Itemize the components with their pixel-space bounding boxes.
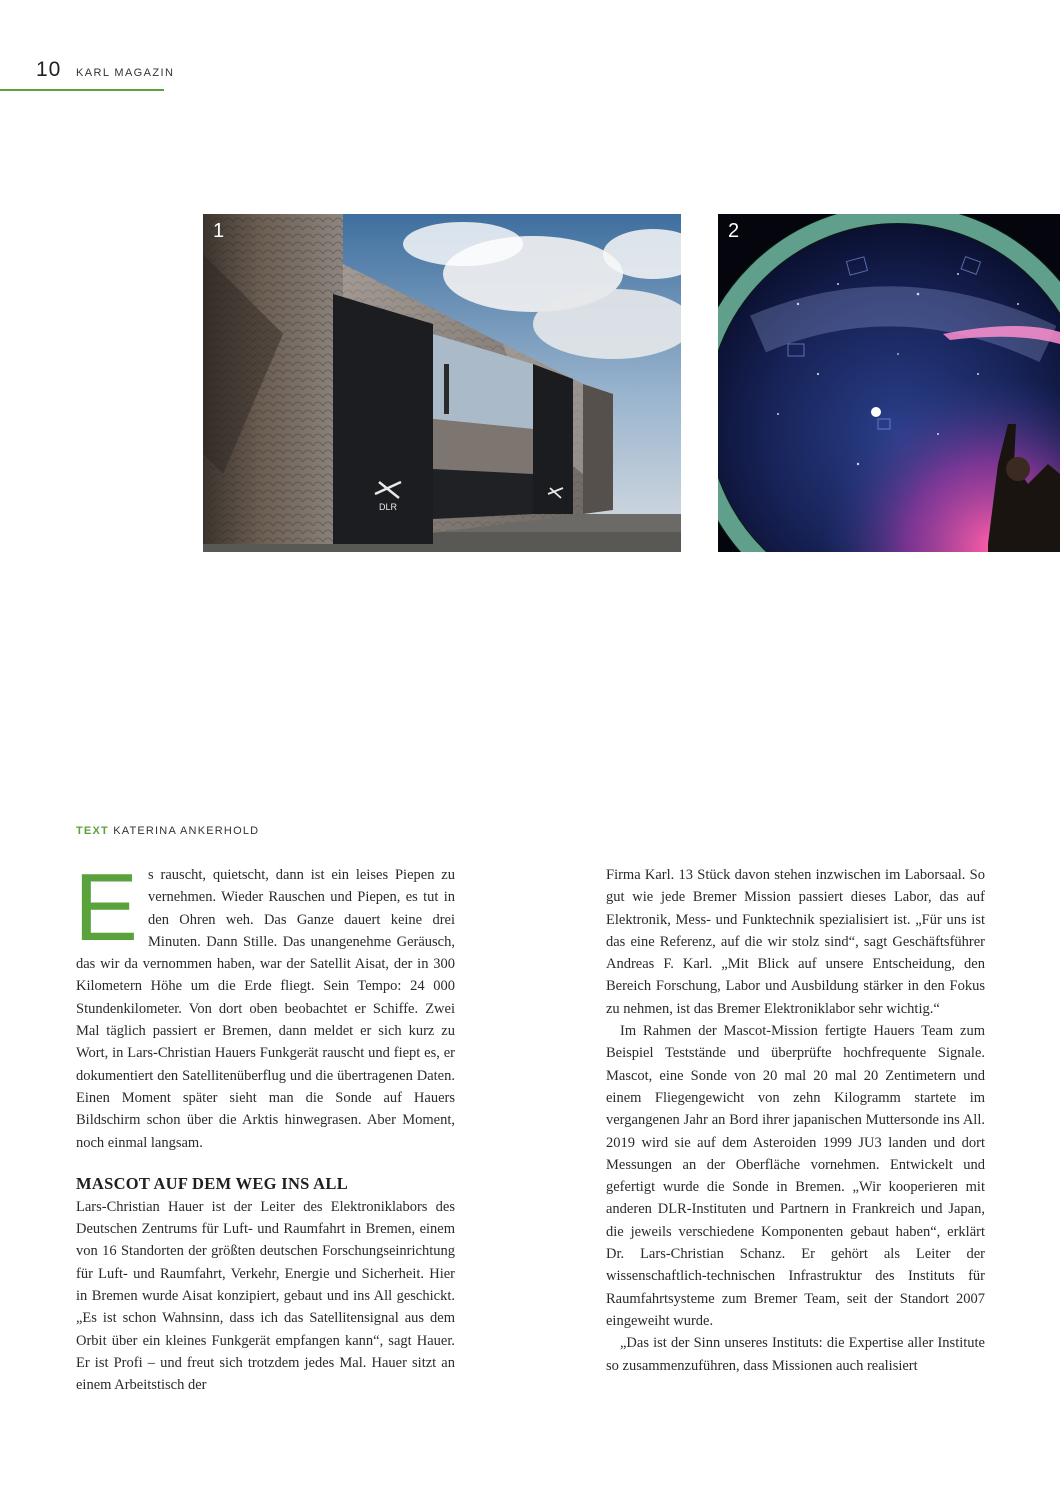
paragraph: „Das ist der Sinn unseres Instituts: die Expertise aller Institute so zusammenzuführen, dass Missionen auch realisiert — [606, 1335, 985, 1374]
svg-text:DLR: DLR — [379, 502, 398, 512]
paragraph: Firma Karl. 13 Stück davon stehen inzwischen im Laborsaal. So gut wie jede Bremer Mission passiert dieses Labor, das auf Elektronik, Mess- und Funktechnik spezialisiert ist. „Für uns ist das eine Referenz, auf die wir stolz sind“, sagt Geschäftsführer Andreas F. Karl. „Mit Blick auf unsere Entscheidung, den Bereich Forschung, Labor und Ausbildung stärker in den Fokus zu nehmen, ist das Bremer Elektroniklabor sehr wichtig.“ — [606, 867, 985, 1017]
article-column-right — [606, 864, 985, 1377]
intro-text: s rauscht, quietscht, dann ist ein leises Piepen zu vernehmen. Wieder Rauschen und Piepen, es tut in den Ohren weh. Das Ganze dauert keine drei Minuten. Dann Stille. Das unangenehme Geräusch, das wir da vernommen haben, war der Satellit Aisat, der in 300 Kilometern Höhe um die Erde fliegt. Sein Tempo: 24 000 Stundenkilometer. Von dort oben beobachtet er Schiffe. Zwei Mal täglich passiert er Bremen, dann meldet er sich kurz zu Wort, in Lars-Christian Hauers Funkgerät rauscht und fiept es, er dokumentiert den Satellitenüberflug und die übertragenen Daten. Einen Moment später sieht man die Sonde auf Hauers Bildschirm schon über die Arktis hinwegrasen. Aber Moment, noch einmal langsam. — [76, 867, 455, 1151]
article-column-left — [74, 854, 455, 1397]
photo-number: 1 — [213, 220, 225, 242]
magazine-name: KARL MAGAZIN — [76, 67, 175, 79]
paragraph: Lars-Christian Hauer ist der Leiter des Elektroniklabors des Deutschen Zentrums für Luft- und Raumfahrt in Bremen, einem von 16 Standorten der größten deutschen Forschungseinrichtung für Luft- und Raumfahrt, Verkehr, Energie und Sicherheit. Hier in Bremen wurde Aisat konzipiert, gebaut und ins All geschickt. „Es ist schon Wahnsinn, dass ich das Satellitensignal aus dem Orbit über ein kleines Funkgerät empfangen kann“, sagt Hauer. Er ist Profi – und freut sich trotzdem jedes Mal. Hauer sitzt an einem Arbeitstisch der — [76, 1198, 455, 1394]
header-rule — [0, 89, 164, 91]
photo-number: 2 — [728, 220, 740, 242]
byline-label: TEXT — [76, 825, 109, 837]
page-number: 10 — [36, 58, 62, 81]
intro-paragraph — [74, 854, 455, 1154]
byline — [76, 825, 259, 837]
dropcap: E — [74, 854, 139, 961]
paragraph: Im Rahmen der Mascot-Mission fertigte Hauers Team zum Beispiel Teststände und überprüfte hochfrequente Signale. Mascot, eine Sonde von 20 mal 20 mal 20 Zentimetern und einem Fliegengewicht von zehn Kilogramm startete im vergangenen Jahr an Bord ihrer japanischen Muttersonde ins All. 2019 wird sie auf dem Asteroiden 1999 JU3 landen und dort Messungen an der Oberfläche vornehmen. Entwickelt und gefertigt wurde die Sonde in Bremen. „Wir kooperieren mit anderen DLR-Instituten und Partnern in Frankreich und Japan, die jeweils verschiedene Komponenten gebaut haben“, erklärt Dr. Lars-Christian Schanz. Er gehört als Leiter der wissenschaftlich-technischen Infrastruktur des Instituts für Raumfahrtsysteme zum Bremer Team, seit der Standort 2007 eingeweiht wurde. — [606, 1023, 985, 1329]
section-heading: MASCOT AUF DEM WEG INS ALL — [76, 1173, 349, 1193]
building-image — [203, 214, 681, 552]
page-header — [36, 58, 175, 90]
photo-planetarium — [718, 214, 1060, 552]
planetarium-image — [718, 214, 1060, 552]
photo-dlr-building — [203, 214, 681, 552]
byline-author: KATERINA ANKERHOLD — [113, 825, 260, 837]
